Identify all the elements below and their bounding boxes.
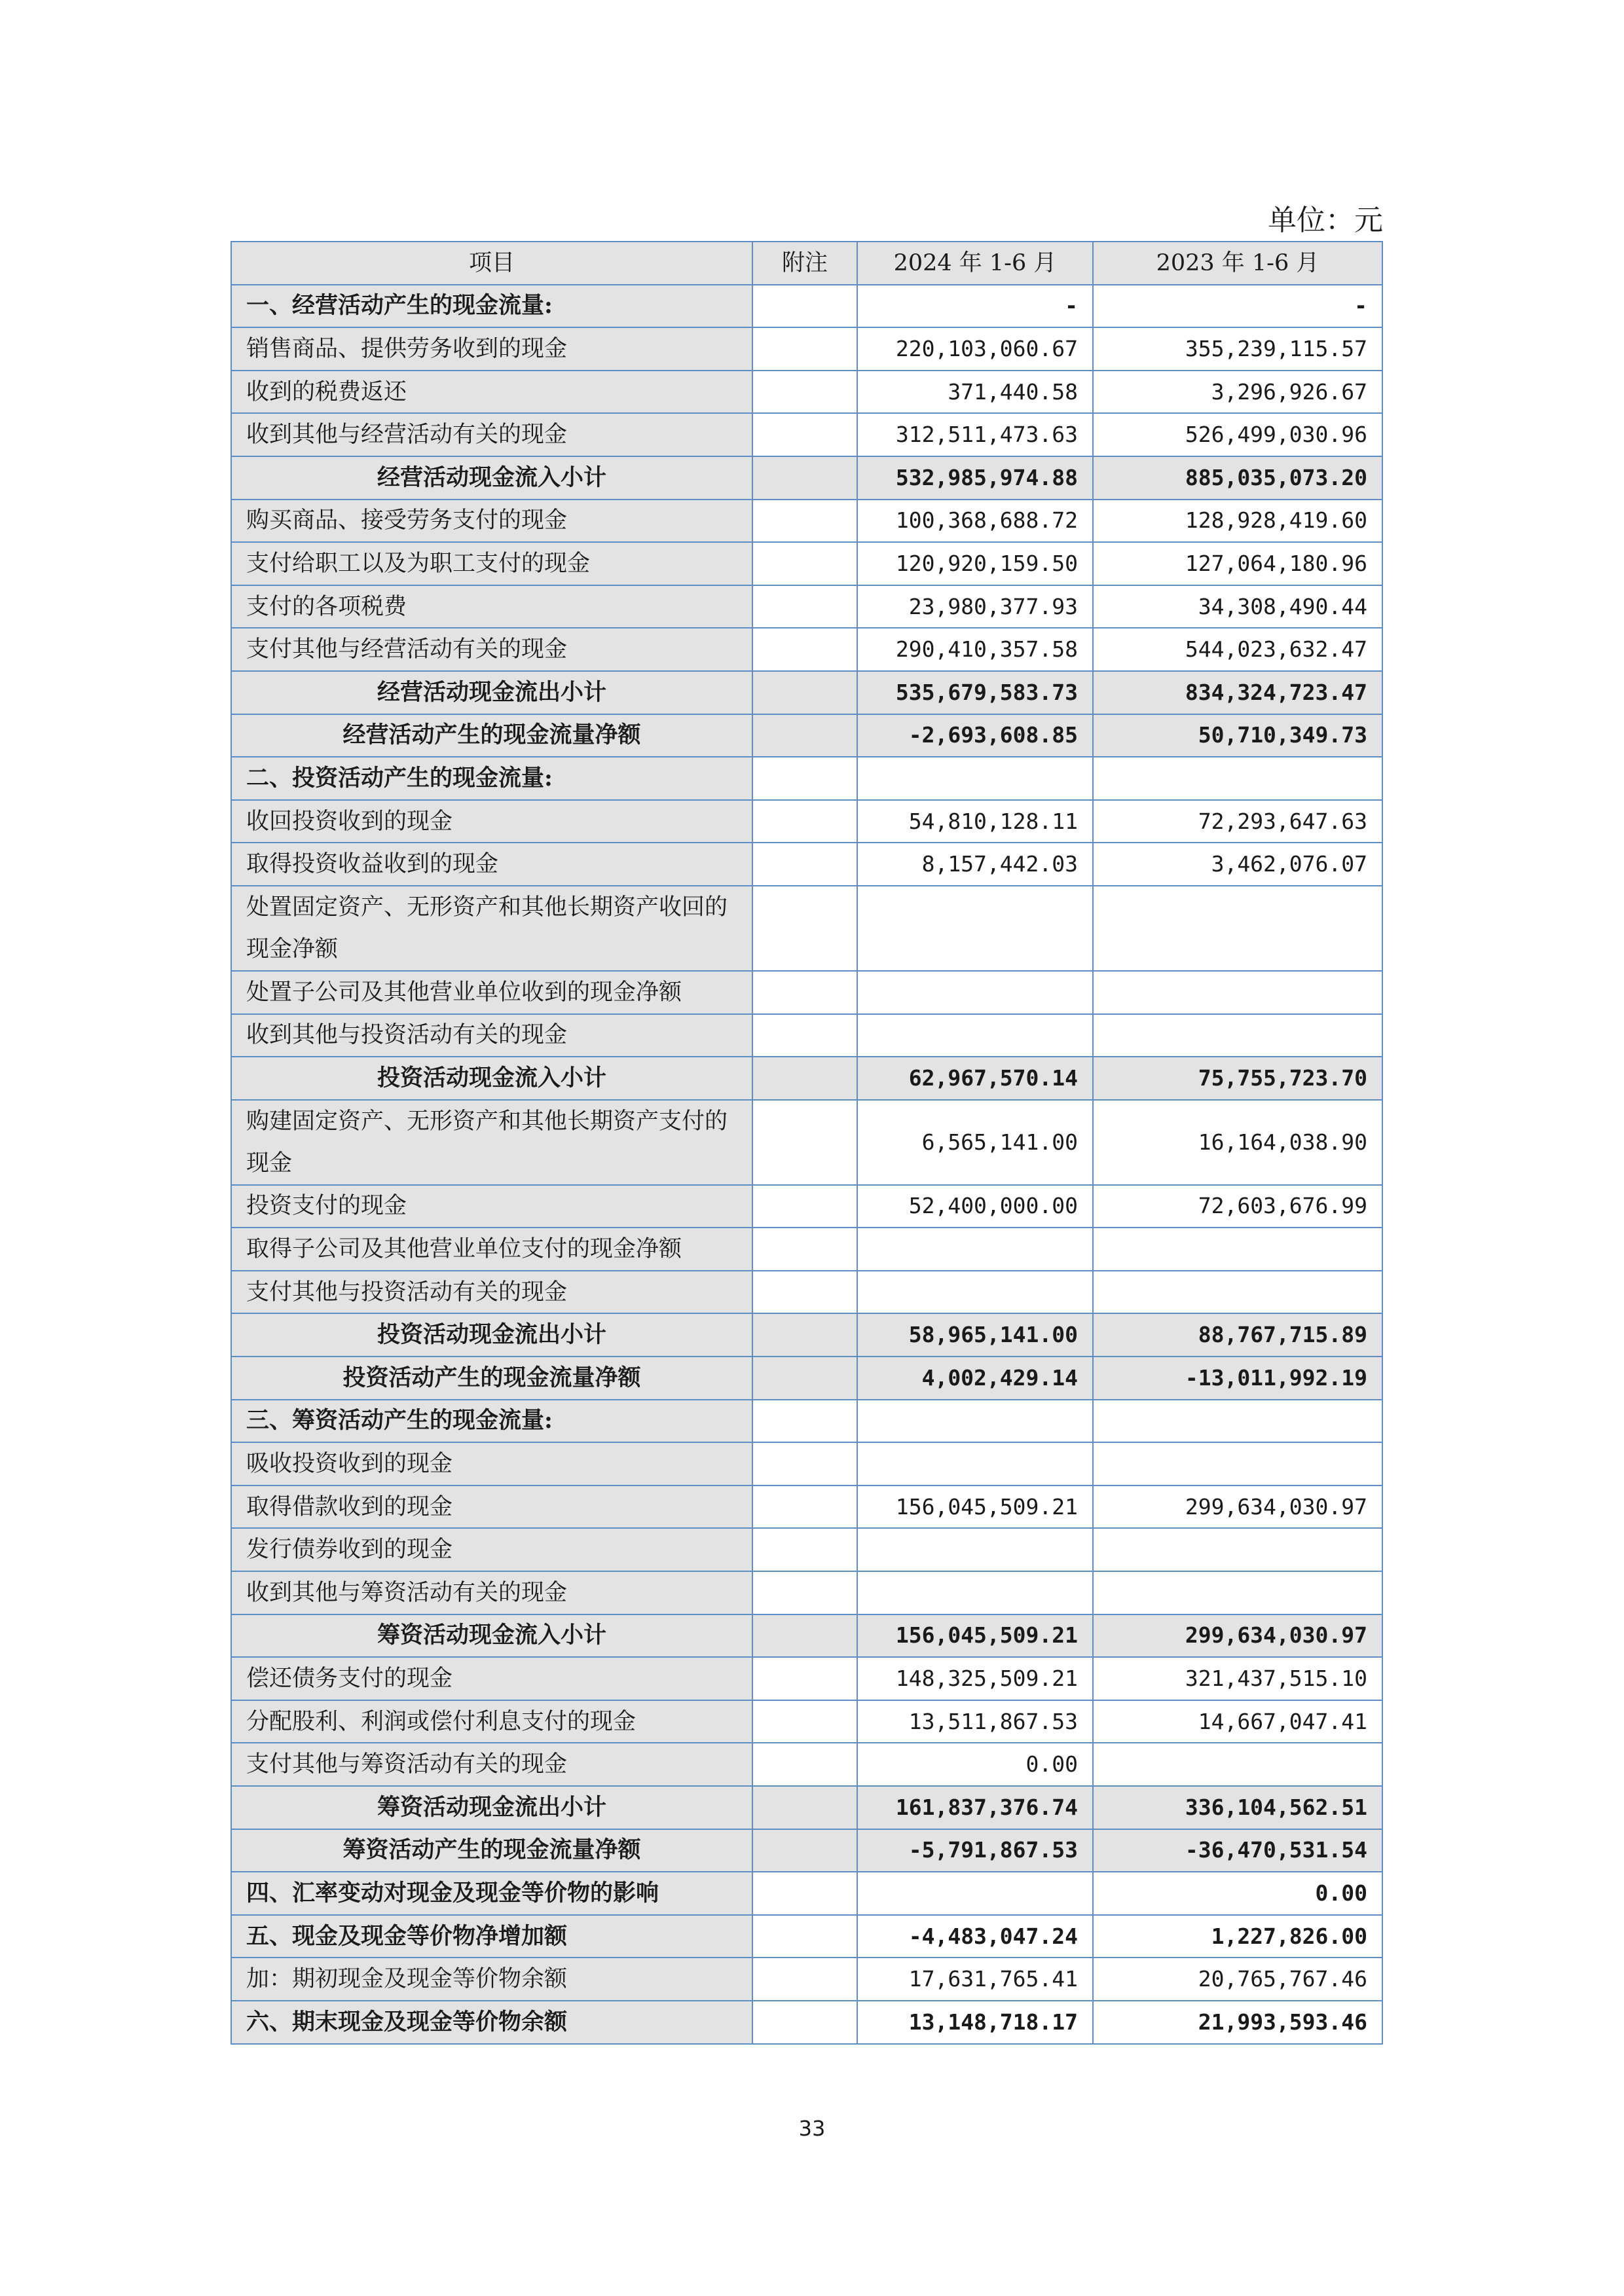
- row-label: 销售商品、提供劳务收到的现金: [231, 327, 752, 371]
- row-note: [752, 285, 857, 328]
- row-label: 收到其他与筹资活动有关的现金: [231, 1571, 752, 1614]
- row-value-2024: 100,368,688.72: [857, 500, 1093, 543]
- row-label: 投资活动产生的现金流量净额: [231, 1357, 752, 1400]
- table-header-row: [231, 242, 1382, 285]
- row-label: 购建固定资产、无形资产和其他长期资产支付的现金: [231, 1100, 752, 1185]
- header-item: 项目: [231, 242, 752, 285]
- row-value-2024: 161,837,376.74: [857, 1786, 1093, 1829]
- row-label: 筹资活动现金流出小计: [231, 1786, 752, 1829]
- row-value-2024: [857, 886, 1093, 971]
- row-value-2024: 23,980,377.93: [857, 585, 1093, 629]
- row-note: [752, 585, 857, 629]
- row-note: [752, 1185, 857, 1228]
- row-value-2023: 0.00: [1093, 1872, 1382, 1915]
- row-label: 三、筹资活动产生的现金流量:: [231, 1400, 752, 1443]
- row-value-2023: 299,634,030.97: [1093, 1485, 1382, 1529]
- row-value-2024: -2,693,608.85: [857, 714, 1093, 757]
- row-label: 偿还债务支付的现金: [231, 1657, 752, 1700]
- table-row: [231, 542, 1382, 585]
- row-value-2024: 13,511,867.53: [857, 1700, 1093, 1743]
- row-value-2023: 16,164,038.90: [1093, 1100, 1382, 1185]
- row-value-2024: [857, 1228, 1093, 1271]
- table-row: [231, 371, 1382, 414]
- row-value-2024: [857, 1872, 1093, 1915]
- row-note: [752, 456, 857, 500]
- row-value-2024: 54,810,128.11: [857, 800, 1093, 843]
- row-value-2024: 371,440.58: [857, 371, 1093, 414]
- table-row: [231, 1657, 1382, 1700]
- row-note: [752, 1057, 857, 1100]
- row-value-2024: 148,325,509.21: [857, 1657, 1093, 1700]
- row-label: 支付其他与经营活动有关的现金: [231, 628, 752, 671]
- table-row: [231, 1057, 1382, 1100]
- header-2023: 2023 年 1-6 月: [1093, 242, 1382, 285]
- row-value-2024: -: [857, 285, 1093, 328]
- row-value-2024: 532,985,974.88: [857, 456, 1093, 500]
- row-value-2024: 156,045,509.21: [857, 1485, 1093, 1529]
- row-label: 筹资活动产生的现金流量净额: [231, 1829, 752, 1872]
- row-label: 投资活动现金流出小计: [231, 1313, 752, 1357]
- row-note: [752, 1228, 857, 1271]
- row-value-2023: 72,603,676.99: [1093, 1185, 1382, 1228]
- row-value-2024: [857, 757, 1093, 800]
- row-label: 投资活动现金流入小计: [231, 1057, 752, 1100]
- row-note: [752, 1271, 857, 1314]
- row-value-2023: 21,993,593.46: [1093, 2001, 1382, 2044]
- row-label: 收到其他与经营活动有关的现金: [231, 413, 752, 456]
- row-value-2023: 885,035,073.20: [1093, 456, 1382, 500]
- row-note: [752, 714, 857, 757]
- row-value-2024: [857, 971, 1093, 1014]
- row-value-2023: [1093, 1228, 1382, 1271]
- row-note: [752, 413, 857, 456]
- row-value-2023: 50,710,349.73: [1093, 714, 1382, 757]
- row-label: 二、投资活动产生的现金流量:: [231, 757, 752, 800]
- table-row: [231, 1185, 1382, 1228]
- row-note: [752, 371, 857, 414]
- row-note: [752, 843, 857, 886]
- row-value-2023: [1093, 1743, 1382, 1786]
- row-value-2024: [857, 1528, 1093, 1571]
- table-row: [231, 757, 1382, 800]
- row-value-2023: 544,023,632.47: [1093, 628, 1382, 671]
- row-value-2024: 312,511,473.63: [857, 413, 1093, 456]
- row-label: 支付其他与筹资活动有关的现金: [231, 1743, 752, 1786]
- table-row: [231, 628, 1382, 671]
- row-note: [752, 971, 857, 1014]
- row-value-2024: [857, 1271, 1093, 1314]
- row-note: [752, 628, 857, 671]
- table-row: [231, 1743, 1382, 1786]
- row-value-2024: 58,965,141.00: [857, 1313, 1093, 1357]
- row-note: [752, 1872, 857, 1915]
- row-note: [752, 1014, 857, 1057]
- row-label: 一、经营活动产生的现金流量:: [231, 285, 752, 328]
- row-label: 吸收投资收到的现金: [231, 1442, 752, 1485]
- header-2024: 2024 年 1-6 月: [857, 242, 1093, 285]
- row-label: 购买商品、接受劳务支付的现金: [231, 500, 752, 543]
- row-value-2023: 72,293,647.63: [1093, 800, 1382, 843]
- row-value-2023: [1093, 1271, 1382, 1314]
- row-note: [752, 800, 857, 843]
- row-value-2023: -36,470,531.54: [1093, 1829, 1382, 1872]
- table-row: [231, 1014, 1382, 1057]
- table-body: [231, 285, 1382, 2044]
- table-row: [231, 800, 1382, 843]
- header-note: 附注: [752, 242, 857, 285]
- row-note: [752, 886, 857, 971]
- row-note: [752, 1571, 857, 1614]
- row-value-2024: 0.00: [857, 1743, 1093, 1786]
- row-value-2024: 156,045,509.21: [857, 1614, 1093, 1658]
- table-row: [231, 1228, 1382, 1271]
- row-value-2023: 3,462,076.07: [1093, 843, 1382, 886]
- row-value-2023: 88,767,715.89: [1093, 1313, 1382, 1357]
- row-note: [752, 1442, 857, 1485]
- row-value-2024: [857, 1400, 1093, 1443]
- table-row: [231, 1700, 1382, 1743]
- row-value-2024: 13,148,718.17: [857, 2001, 1093, 2044]
- row-label: 分配股利、利润或偿付利息支付的现金: [231, 1700, 752, 1743]
- row-value-2023: 299,634,030.97: [1093, 1614, 1382, 1658]
- row-note: [752, 1700, 857, 1743]
- row-note: [752, 1786, 857, 1829]
- table-row: [231, 671, 1382, 714]
- table-row: [231, 1271, 1382, 1314]
- row-value-2023: 34,308,490.44: [1093, 585, 1382, 629]
- row-label: 经营活动产生的现金流量净额: [231, 714, 752, 757]
- row-note: [752, 327, 857, 371]
- table-row: [231, 327, 1382, 371]
- row-value-2023: -13,011,992.19: [1093, 1357, 1382, 1400]
- row-value-2024: 535,679,583.73: [857, 671, 1093, 714]
- table-row: [231, 1915, 1382, 1958]
- row-label: 投资支付的现金: [231, 1185, 752, 1228]
- table-row: [231, 1829, 1382, 1872]
- row-label: 支付给职工以及为职工支付的现金: [231, 542, 752, 585]
- table-row: [231, 1872, 1382, 1915]
- table-row: [231, 1528, 1382, 1571]
- row-value-2023: 336,104,562.51: [1093, 1786, 1382, 1829]
- row-note: [752, 500, 857, 543]
- row-value-2024: 4,002,429.14: [857, 1357, 1093, 1400]
- row-label: 取得借款收到的现金: [231, 1485, 752, 1529]
- table-row: [231, 843, 1382, 886]
- row-label: 收回投资收到的现金: [231, 800, 752, 843]
- row-note: [752, 671, 857, 714]
- table-row: [231, 456, 1382, 500]
- table-row: [231, 971, 1382, 1014]
- table-row: [231, 714, 1382, 757]
- row-label: 发行债券收到的现金: [231, 1528, 752, 1571]
- row-label: 支付其他与投资活动有关的现金: [231, 1271, 752, 1314]
- row-note: [752, 1657, 857, 1700]
- row-note: [752, 542, 857, 585]
- row-value-2023: 321,437,515.10: [1093, 1657, 1382, 1700]
- row-value-2023: 128,928,419.60: [1093, 500, 1382, 543]
- row-value-2024: 62,967,570.14: [857, 1057, 1093, 1100]
- row-note: [752, 1100, 857, 1185]
- row-note: [752, 1485, 857, 1529]
- table-row: [231, 1485, 1382, 1529]
- table-row: [231, 1571, 1382, 1614]
- row-note: [752, 1313, 857, 1357]
- row-value-2023: -: [1093, 285, 1382, 328]
- row-note: [752, 1958, 857, 2001]
- row-label: 筹资活动现金流入小计: [231, 1614, 752, 1658]
- row-value-2024: [857, 1571, 1093, 1614]
- row-label: 六、期末现金及现金等价物余额: [231, 2001, 752, 2044]
- row-label: 加：期初现金及现金等价物余额: [231, 1958, 752, 2001]
- row-value-2023: 14,667,047.41: [1093, 1700, 1382, 1743]
- table-row: [231, 585, 1382, 629]
- row-label: 取得投资收益收到的现金: [231, 843, 752, 886]
- row-value-2024: 6,565,141.00: [857, 1100, 1093, 1185]
- row-value-2024: 17,631,765.41: [857, 1958, 1093, 2001]
- table-row: [231, 1313, 1382, 1357]
- row-value-2024: 290,410,357.58: [857, 628, 1093, 671]
- row-note: [752, 2001, 857, 2044]
- row-value-2024: 8,157,442.03: [857, 843, 1093, 886]
- table-row: [231, 1400, 1382, 1443]
- row-value-2023: [1093, 971, 1382, 1014]
- row-value-2023: [1093, 1571, 1382, 1614]
- row-label: 收到的税费返还: [231, 371, 752, 414]
- unit-label: 单位：元: [1268, 204, 1383, 237]
- row-value-2023: 526,499,030.96: [1093, 413, 1382, 456]
- row-label: 经营活动现金流出小计: [231, 671, 752, 714]
- row-value-2023: 355,239,115.57: [1093, 327, 1382, 371]
- table-row: [231, 413, 1382, 456]
- cash-flow-table: [231, 241, 1383, 2045]
- table-row: [231, 500, 1382, 543]
- row-value-2023: 1,227,826.00: [1093, 1915, 1382, 1958]
- row-value-2024: 220,103,060.67: [857, 327, 1093, 371]
- row-note: [752, 1528, 857, 1571]
- row-label: 处置子公司及其他营业单位收到的现金净额: [231, 971, 752, 1014]
- row-value-2023: 20,765,767.46: [1093, 1958, 1382, 2001]
- row-note: [752, 1743, 857, 1786]
- row-value-2023: [1093, 1528, 1382, 1571]
- row-value-2023: 834,324,723.47: [1093, 671, 1382, 714]
- row-note: [752, 1915, 857, 1958]
- row-value-2024: -5,791,867.53: [857, 1829, 1093, 1872]
- row-value-2023: [1093, 886, 1382, 971]
- row-value-2023: 75,755,723.70: [1093, 1057, 1382, 1100]
- row-label: 经营活动现金流入小计: [231, 456, 752, 500]
- table-row: [231, 1786, 1382, 1829]
- row-label: 取得子公司及其他营业单位支付的现金净额: [231, 1228, 752, 1271]
- row-label: 四、汇率变动对现金及现金等价物的影响: [231, 1872, 752, 1915]
- row-note: [752, 1400, 857, 1443]
- row-value-2023: [1093, 1442, 1382, 1485]
- table-row: [231, 1100, 1382, 1185]
- row-note: [752, 1829, 857, 1872]
- row-note: [752, 1357, 857, 1400]
- row-value-2024: [857, 1014, 1093, 1057]
- table-row: [231, 1357, 1382, 1400]
- table-row: [231, 1958, 1382, 2001]
- row-label: 收到其他与投资活动有关的现金: [231, 1014, 752, 1057]
- row-value-2023: [1093, 1014, 1382, 1057]
- row-value-2023: 127,064,180.96: [1093, 542, 1382, 585]
- row-note: [752, 1614, 857, 1658]
- row-label: 五、现金及现金等价物净增加额: [231, 1915, 752, 1958]
- row-value-2024: 120,920,159.50: [857, 542, 1093, 585]
- table-row: [231, 1614, 1382, 1658]
- row-value-2023: 3,296,926.67: [1093, 371, 1382, 414]
- row-note: [752, 757, 857, 800]
- page-number: 33: [798, 2116, 826, 2141]
- table-row: [231, 1442, 1382, 1485]
- row-label: 支付的各项税费: [231, 585, 752, 629]
- row-value-2024: -4,483,047.24: [857, 1915, 1093, 1958]
- row-value-2024: 52,400,000.00: [857, 1185, 1093, 1228]
- table-row: [231, 285, 1382, 328]
- row-value-2023: [1093, 1400, 1382, 1443]
- row-value-2023: [1093, 757, 1382, 800]
- row-label: 处置固定资产、无形资产和其他长期资产收回的现金净额: [231, 886, 752, 971]
- row-value-2024: [857, 1442, 1093, 1485]
- table-row: [231, 2001, 1382, 2044]
- table-row: [231, 886, 1382, 971]
